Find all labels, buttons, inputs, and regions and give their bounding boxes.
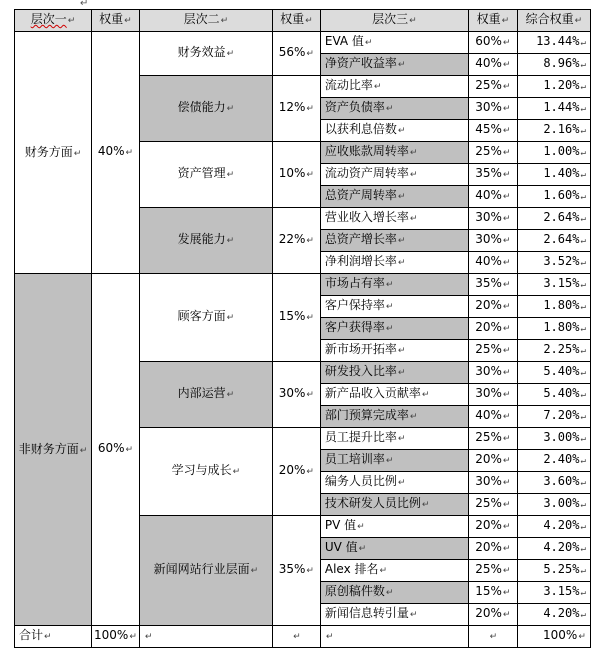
composite-weight: 2.64% ↵ — [517, 230, 590, 252]
header-level-three: 层次三 ↵ — [320, 10, 468, 32]
level-three-cell: 技术研发人员比例 ↵ — [320, 494, 468, 516]
level-three-weight: 20% ↵ — [468, 296, 517, 318]
header-level-one: 层次一 ↵ — [15, 10, 92, 32]
level-three-weight: 20% ↵ — [468, 450, 517, 472]
composite-weight: 5.40% ↵ — [517, 362, 590, 384]
level-two-weight: 10% ↵ — [272, 142, 320, 208]
level-three-cell: 部门预算完成率 ↵ — [320, 406, 468, 428]
total-empty-cell — [272, 626, 320, 648]
table-row — [15, 274, 591, 296]
level-three-cell: 员工培训率 ↵ — [320, 450, 468, 472]
level-three-weight: 60% ↵ — [468, 32, 517, 54]
level-three-weight: 40% ↵ — [468, 54, 517, 76]
level-three-cell: 原创稿件数 ↵ — [320, 582, 468, 604]
level-three-weight: 25% ↵ — [468, 560, 517, 582]
composite-weight: 2.16% ↵ — [517, 120, 590, 142]
level-three-weight: 30% ↵ — [468, 208, 517, 230]
composite-weight: 5.40% ↵ — [517, 384, 590, 406]
level-three-cell: 以获利息倍数 ↵ — [320, 120, 468, 142]
composite-weight: 1.80% ↵ — [517, 318, 590, 340]
level-three-cell: 新闻信息转引量 ↵ — [320, 604, 468, 626]
level-three-cell: Alex 排名 ↵ — [320, 560, 468, 582]
level-three-cell: 流动比率 ↵ — [320, 76, 468, 98]
level-two-cell: 偿债能力 ↵ — [139, 76, 272, 142]
level-three-weight: 45% ↵ — [468, 120, 517, 142]
level-three-cell: 新市场开拓率 ↵ — [320, 340, 468, 362]
composite-weight: 3.00% ↵ — [517, 428, 590, 450]
composite-weight: 4.20% ↵ — [517, 516, 590, 538]
composite-weight: 2.25% ↵ — [517, 340, 590, 362]
level-two-weight: 35% ↵ — [272, 516, 320, 626]
composite-weight: 3.52% ↵ — [517, 252, 590, 274]
level-three-weight: 25% ↵ — [468, 340, 517, 362]
level-three-weight: 40% ↵ — [468, 186, 517, 208]
level-three-weight: 25% ↵ — [468, 76, 517, 98]
level-two-cell: 财务效益 ↵ — [139, 32, 272, 76]
level-two-weight: 15% ↵ — [272, 274, 320, 362]
level-two-cell: 内部运营 ↵ — [139, 362, 272, 428]
level-two-weight: 20% ↵ — [272, 428, 320, 516]
level-three-cell: 流动资产周转率 ↵ — [320, 164, 468, 186]
total-empty-cell — [139, 626, 272, 648]
level-three-weight: 20% ↵ — [468, 318, 517, 340]
composite-weight: 1.60% ↵ — [517, 186, 590, 208]
level-two-weight: 12% ↵ — [272, 76, 320, 142]
level-three-weight: 25% ↵ — [468, 142, 517, 164]
composite-weight: 2.64% ↵ — [517, 208, 590, 230]
table-row — [15, 32, 591, 54]
level-three-cell: 净资产收益率 ↵ — [320, 54, 468, 76]
level-two-cell: 学习与成长 ↵ — [139, 428, 272, 516]
level-three-weight: 20% ↵ — [468, 604, 517, 626]
composite-weight: 3.15% ↵ — [517, 582, 590, 604]
level-two-weight: 22% ↵ — [272, 208, 320, 274]
level-two-cell: 发展能力 ↵ — [139, 208, 272, 274]
level-three-weight: 25% ↵ — [468, 494, 517, 516]
composite-weight: 1.44% ↵ — [517, 98, 590, 120]
level-three-cell: EVA 值 ↵ — [320, 32, 468, 54]
level-three-weight: 30% ↵ — [468, 98, 517, 120]
level-three-cell: 客户获得率 ↵ — [320, 318, 468, 340]
level-one-weight: 60% ↵ — [92, 274, 140, 626]
level-three-weight: 30% ↵ — [468, 230, 517, 252]
level-three-cell: 总资产周转率 ↵ — [320, 186, 468, 208]
level-two-cell: 新闻网站行业层面 ↵ — [139, 516, 272, 626]
level-three-weight: 40% ↵ — [468, 252, 517, 274]
level-three-weight: 35% ↵ — [468, 164, 517, 186]
weight-table — [14, 9, 591, 648]
composite-weight: 13.44% ↵ — [517, 32, 590, 54]
level-two-cell: 顾客方面 ↵ — [139, 274, 272, 362]
level-three-cell: 编务人员比例 ↵ — [320, 472, 468, 494]
level-three-cell: 员工提升比率 ↵ — [320, 428, 468, 450]
level-three-weight: 30% ↵ — [468, 362, 517, 384]
composite-weight: 7.20% ↵ — [517, 406, 590, 428]
paragraph-mark: ↵ — [80, 0, 89, 9]
level-three-weight: 15% ↵ — [468, 582, 517, 604]
level-three-weight: 35% ↵ — [468, 274, 517, 296]
level-three-weight: 30% ↵ — [468, 472, 517, 494]
composite-weight: 1.20% ↵ — [517, 76, 590, 98]
composite-weight: 1.80% ↵ — [517, 296, 590, 318]
header-weight-three: 权重 ↵ — [468, 10, 517, 32]
total-row — [15, 626, 591, 648]
total-empty-cell — [320, 626, 468, 648]
header-level-two: 层次二 ↵ — [139, 10, 272, 32]
header-row — [15, 10, 591, 32]
header-weight-two: 权重 ↵ — [272, 10, 320, 32]
level-three-weight: 25% ↵ — [468, 428, 517, 450]
composite-weight: 1.00% ↵ — [517, 142, 590, 164]
total-empty-cell — [468, 626, 517, 648]
composite-weight: 2.40% ↵ — [517, 450, 590, 472]
total-composite: 100% ↵ — [517, 626, 590, 648]
level-two-cell: 资产管理 ↵ — [139, 142, 272, 208]
level-three-cell: 营业收入增长率 ↵ — [320, 208, 468, 230]
table-body — [15, 32, 591, 626]
level-three-cell: 市场占有率 ↵ — [320, 274, 468, 296]
composite-weight: 5.25% ↵ — [517, 560, 590, 582]
level-three-weight: 30% ↵ — [468, 384, 517, 406]
level-two-weight: 30% ↵ — [272, 362, 320, 428]
composite-weight: 4.20% ↵ — [517, 604, 590, 626]
composite-weight: 4.20% ↵ — [517, 538, 590, 560]
level-three-cell: 客户保持率 ↵ — [320, 296, 468, 318]
level-three-cell: 资产负债率 ↵ — [320, 98, 468, 120]
level-two-weight: 56% ↵ — [272, 32, 320, 76]
total-label: 合计 ↵ — [15, 626, 92, 648]
level-one-weight: 40% ↵ — [92, 32, 140, 274]
composite-weight: 3.00% ↵ — [517, 494, 590, 516]
level-three-cell: 净利润增长率 ↵ — [320, 252, 468, 274]
composite-weight: 8.96% ↵ — [517, 54, 590, 76]
level-one-cell: 财务方面 ↵ — [15, 32, 92, 274]
composite-weight: 1.40% ↵ — [517, 164, 590, 186]
level-three-cell: PV 值 ↵ — [320, 516, 468, 538]
composite-weight: 3.60% ↵ — [517, 472, 590, 494]
level-three-cell: UV 值 ↵ — [320, 538, 468, 560]
level-three-weight: 40% ↵ — [468, 406, 517, 428]
header-weight-one: 权重 ↵ — [92, 10, 140, 32]
level-three-cell: 总资产增长率 ↵ — [320, 230, 468, 252]
level-one-cell: 非财务方面 ↵ — [15, 274, 92, 626]
level-three-cell: 应收账款周转率 ↵ — [320, 142, 468, 164]
composite-weight: 3.15% ↵ — [517, 274, 590, 296]
level-three-cell: 新产品收入贡献率 ↵ — [320, 384, 468, 406]
header-composite-weight: 综合权重 ↵ — [517, 10, 590, 32]
level-three-weight: 20% ↵ — [468, 516, 517, 538]
level-three-weight: 20% ↵ — [468, 538, 517, 560]
total-weight: 100% ↵ — [92, 626, 140, 648]
level-three-cell: 研发投入比率 ↵ — [320, 362, 468, 384]
